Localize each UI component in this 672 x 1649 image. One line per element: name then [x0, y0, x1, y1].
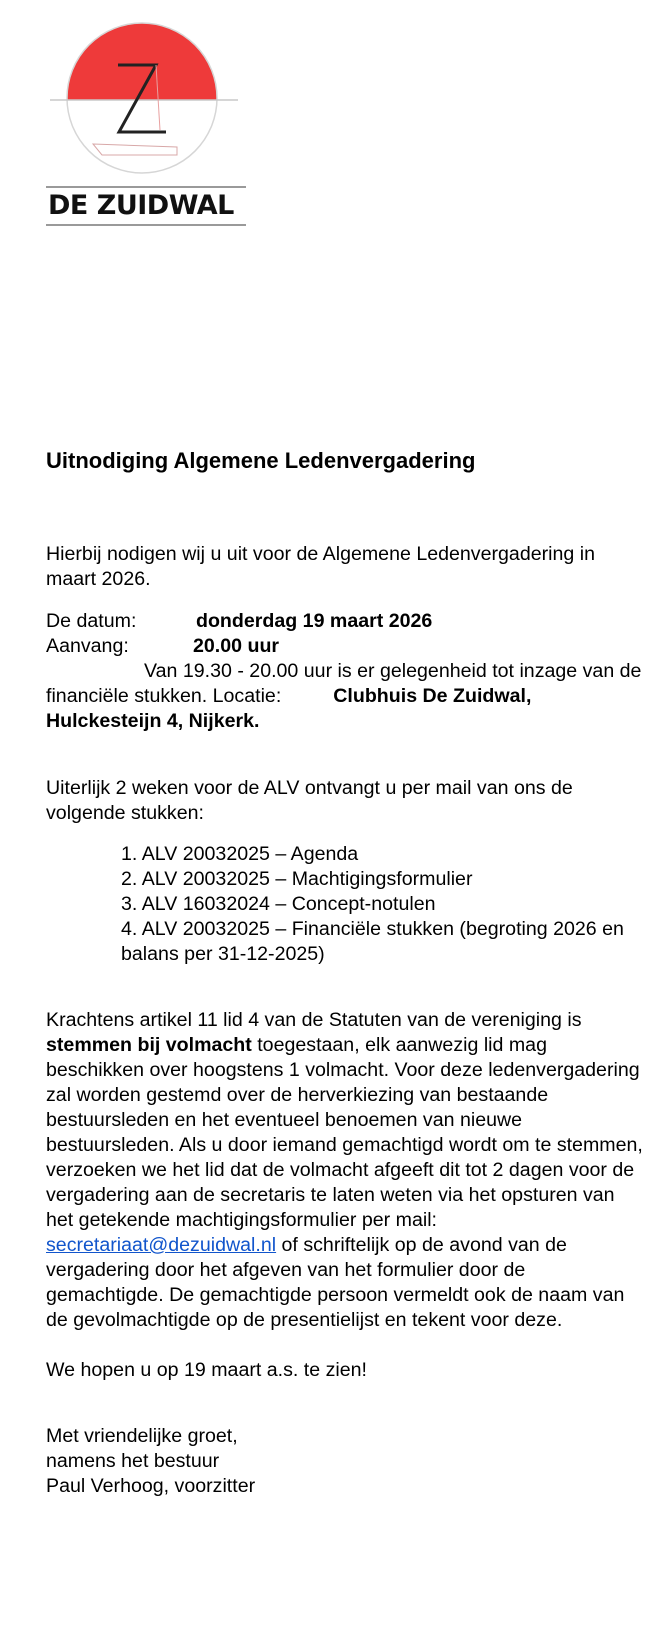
signature: Paul Verhoog, voorzitter [46, 1475, 256, 1497]
sailboat-sun-icon [46, 18, 246, 186]
inspection-location [46, 659, 646, 734]
list-item [121, 867, 646, 892]
intro-paragraph: Hierbij nodigen wij u uit voor de Algemene Ledenvergadering in maart 2026. [46, 543, 595, 590]
list-number: 2. [121, 868, 138, 890]
start-row [46, 634, 646, 659]
letter-body [46, 446, 646, 1499]
list-text: ALV 20032025 – Agenda [141, 843, 359, 865]
start-label: Aanvang: [46, 635, 129, 657]
documents-list [46, 842, 646, 967]
list-item [121, 842, 646, 867]
date-label: De datum: [46, 610, 137, 632]
on-behalf: namens het bestuur [46, 1450, 220, 1472]
location-value: Clubhuis De Zuidwal, Hulckesteijn 4, Nijkerk. [46, 685, 532, 732]
proxy-paragraph [46, 1008, 646, 1333]
list-number: 3. [121, 893, 138, 915]
page-title: Uitnodiging Algemene Ledenvergadering [46, 448, 476, 473]
proxy-text-3: of schriftelijk op de avond van de vergadering door het afgeven van het formulier door de gemachtigde. De gemachtigde persoon vermeldt ook de naam van de gevolmachtigde op de presentielijst en tekent voor deze. [46, 1234, 625, 1331]
list-item [121, 892, 646, 917]
hope-line: We hopen u op 19 maart a.s. te zien! [46, 1359, 367, 1381]
greeting: Met vriendelijke groet, [46, 1425, 238, 1447]
proxy-bold: stemmen bij volmacht [46, 1034, 252, 1056]
start-value: 20.00 uur [193, 635, 280, 657]
proxy-text-2: toegestaan, elk aanwezig lid mag beschikken over hoogstens 1 volmacht. Voor deze ledenvergadering zal worden gestemd over de herverkiezing van bestaande bestuursleden en het eventueel benoemen van nieuwe bestuursleden. Als u door iemand gemachtigd wordt om te stemmen, verzoeken we het lid dat de volmacht afgeeft dit tot 2 dagen voor de vergadering aan de secretaris te laten weten via het opsturen van het getekende machtigingsformulier per mail: [46, 1034, 643, 1231]
list-text: ALV 20032025 – Financiële stukken (begroting 2026 en balans per 31-12-2025) [121, 918, 624, 965]
list-item [121, 917, 646, 967]
proxy-text-1: Krachtens artikel 11 lid 4 van de Statuten van de vereniging is [46, 1009, 582, 1031]
meeting-details [46, 609, 646, 734]
list-number: 4. [121, 918, 138, 940]
secretary-email-link[interactable]: secretariaat@dezuidwal.nl [46, 1234, 277, 1256]
logo-wordmark: DE ZUIDWAL [46, 186, 246, 226]
date-row [46, 609, 646, 634]
date-value: donderdag 19 maart 2026 [196, 610, 433, 632]
list-text: ALV 20032025 – Machtigingsformulier [141, 868, 473, 890]
documents-intro: Uiterlijk 2 weken voor de ALV ontvangt u per mail van ons de volgende stukken: [46, 777, 573, 824]
closing [46, 1424, 646, 1499]
inspection-text: Van 19.30 - 20.00 uur is er gelegenheid tot inzage van de financiële stukken. Locatie: [46, 660, 642, 707]
list-number: 1. [121, 843, 138, 865]
list-text: ALV 16032024 – Concept-notulen [141, 893, 436, 915]
logo [46, 18, 246, 228]
